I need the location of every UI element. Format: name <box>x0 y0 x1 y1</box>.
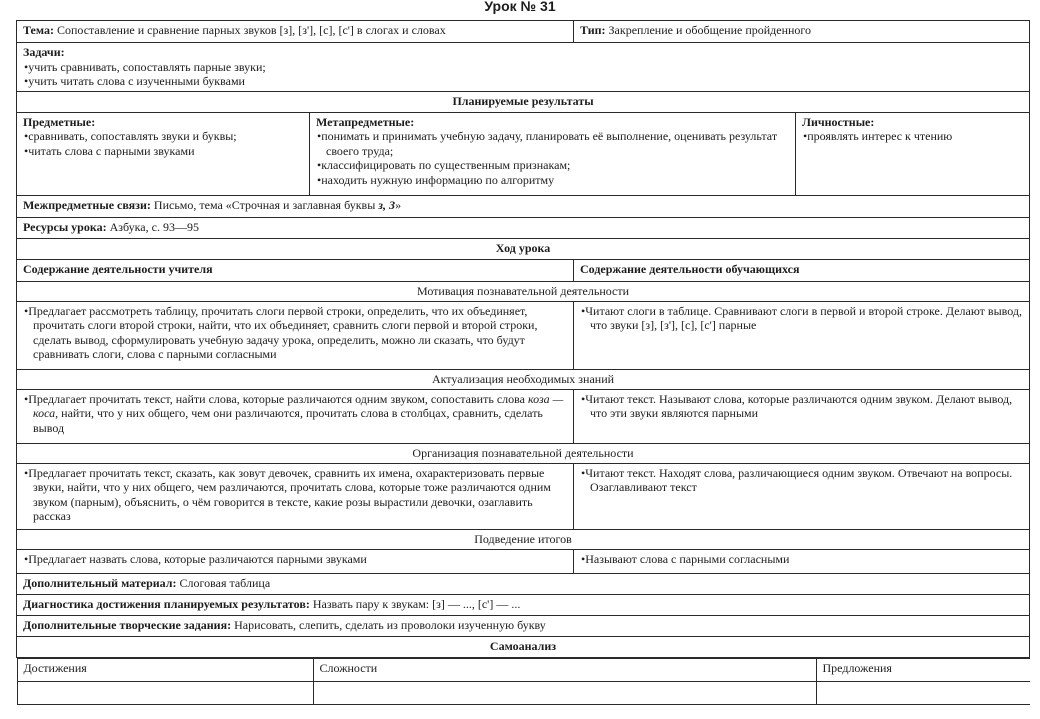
student-activity-text: • Читают текст. Называют слова, которые различаются одним звуком. Делают вывод, что эти звуки являются парными <box>580 392 1023 421</box>
difficulties-header: Сложности <box>313 658 816 681</box>
topic-label: Тема: <box>23 23 54 37</box>
subject-results-list <box>23 129 303 158</box>
topic-text: Сопоставление и сравнение парных звуков [з], [з'], [с], [с'] в слогах и словах <box>56 23 446 37</box>
creative-tasks-label: Дополнительные творческие задания: <box>23 617 232 632</box>
stage-title: Организация познавательной деятельности <box>17 443 1030 463</box>
self-analysis-empty-row <box>17 681 1030 704</box>
teacher-activity-cell <box>17 389 574 443</box>
stage-content-row <box>17 301 1030 369</box>
extra-material-row <box>17 573 1030 594</box>
planned-results-header-row <box>17 91 1030 112</box>
result-item: • читать слова с парными звуками <box>23 144 303 159</box>
activity-header-row <box>17 259 1030 281</box>
type-cell <box>574 21 1030 43</box>
personal-results-cell <box>796 112 1030 195</box>
tasks-cell <box>17 43 1030 92</box>
task-item: • учить читать слова с изученными буквами <box>23 74 1023 89</box>
creative-tasks-row <box>17 615 1030 636</box>
self-analysis-cell <box>17 657 1030 705</box>
difficulties-cell <box>313 681 816 704</box>
student-activity-text: • Читают слоги в таблице. Сравнивают слоги в первой и второй строке. Делают вывод, что звуки [з], [з'], [с], [с'] парные <box>580 304 1023 333</box>
student-activity-text: • Называют слова с парными согласными <box>580 552 1023 567</box>
type-label: Тип: <box>580 23 606 37</box>
suggestions-header: Предложения <box>816 658 1030 681</box>
stage-title-row <box>17 369 1030 389</box>
diagnostics-text: Назвать пару к звукам: [з] — ..., [с'] — ... <box>312 596 521 611</box>
planned-results-row <box>17 112 1030 195</box>
diagnostics-cell <box>17 594 1030 615</box>
teacher-activity-text: • Предлагает прочитать текст, сказать, как зовут девочек, сравнить их имена, охарактеризовать первые звуки, найти, что у них общего, чем различаются, прочитать слова, которые тоже различаются одним звуком (парным), объяснить, о чём говорится в тексте, какие розы вырастили девочки, озаглавить рассказ <box>23 466 567 524</box>
self-analysis-header-row <box>17 636 1030 657</box>
teacher-text-emphasis: коза — коса <box>33 391 564 420</box>
personal-results-label: Личностные: <box>802 114 875 129</box>
subject-results-cell <box>17 112 310 195</box>
diagnostics-label: Диагностика достижения планируемых результатов: <box>23 596 310 611</box>
achievements-cell <box>17 681 313 704</box>
result-item: • классифицировать по существенным признакам; <box>316 158 789 173</box>
creative-tasks-cell <box>17 615 1030 636</box>
student-activity-cell <box>574 389 1030 443</box>
extra-material-cell <box>17 573 1030 594</box>
self-analysis-row <box>17 657 1030 705</box>
teacher-activity-text: • Предлагает рассмотреть таблицу, прочитать слоги первой строки, определить, что их объединяет, прочитать слоги второй строки, найти, что их объединяет, сравнить слоги первой и второй строки, сделать вывод, сформулировать учебную задачу урока, определить, можно ли сказать, что будут сравнивать слоги, слова с парными согласными <box>23 304 567 362</box>
extra-material-text: Слоговая таблица <box>179 575 271 590</box>
stage-title: Подведение итогов <box>17 529 1030 549</box>
student-activity-cell <box>574 301 1030 369</box>
result-item: • сравнивать, сопоставлять звуки и буквы; <box>23 129 303 144</box>
result-item: • понимать и принимать учебную задачу, планировать её выполнение, оценивать результат своего труда; <box>316 129 789 158</box>
task-item: • учить сравнивать, сопоставлять парные звуки; <box>23 60 1023 75</box>
links-letters: з, З <box>378 197 396 212</box>
stage-title-row <box>17 529 1030 549</box>
links-cell <box>17 195 1030 217</box>
topic-row <box>17 21 1030 43</box>
stage-title-row <box>17 443 1030 463</box>
suggestions-cell <box>816 681 1030 704</box>
teacher-text-part: , найти, что у них общего, чем они различаются, прочитать слова в столбцах, сравнить, сделать вывод <box>33 406 543 435</box>
lesson-title: Урок № 31 <box>484 0 556 14</box>
teacher-activity-cell <box>17 463 574 529</box>
teacher-activity-text <box>23 392 567 436</box>
self-analysis-heading: Самоанализ <box>17 636 1030 657</box>
result-item: • находить нужную информацию по алгоритму <box>316 173 789 188</box>
stage-title-row <box>17 281 1030 301</box>
diagnostics-row <box>17 594 1030 615</box>
course-heading: Ход урока <box>17 238 1030 259</box>
stage-title: Актуализация необходимых знаний <box>17 369 1030 389</box>
resources-label: Ресурсы урока: <box>23 219 107 234</box>
tasks-label: Задачи: <box>23 45 65 59</box>
student-activity-header: Содержание деятельности обучающихся <box>574 259 1030 281</box>
teacher-activity-header: Содержание деятельности учителя <box>17 259 574 281</box>
stage-content-row <box>17 389 1030 443</box>
teacher-text-part: Предлагает прочитать текст, найти слова, которые различаются одним звуком, сопоставить слова <box>28 391 528 406</box>
meta-results-list <box>316 129 789 187</box>
result-item: • проявлять интерес к чтению <box>802 129 1023 144</box>
type-text: Закрепление и обобщение пройденного <box>608 23 812 37</box>
links-text: Письмо, тема «Строчная и заглавная буквы <box>153 197 379 212</box>
subject-results-label: Предметные: <box>23 114 96 129</box>
extra-material-label: Дополнительный материал: <box>23 575 177 590</box>
student-activity-text: • Читают текст. Находят слова, различающиеся одним звуком. Отвечают на вопросы. Озаглавливают текст <box>580 466 1023 495</box>
resources-row <box>17 217 1030 238</box>
links-label: Межпредметные связи: <box>23 197 151 212</box>
stage-title: Мотивация познавательной деятельности <box>17 281 1030 301</box>
stage-content-row <box>17 463 1030 529</box>
stage-content-row <box>17 549 1030 573</box>
resources-cell <box>17 217 1030 238</box>
links-row <box>17 195 1030 217</box>
creative-tasks-text: Нарисовать, слепить, сделать из проволоки изученную букву <box>234 617 546 632</box>
self-analysis-table <box>17 658 1030 705</box>
tasks-row <box>17 43 1030 92</box>
teacher-activity-cell <box>17 301 574 369</box>
student-activity-cell <box>574 549 1030 573</box>
meta-results-label: Метапредметные: <box>316 114 415 129</box>
resources-text: Азбука, с. 93—95 <box>109 219 199 234</box>
student-activity-cell <box>574 463 1030 529</box>
personal-results-list <box>802 129 1023 144</box>
tasks-list <box>23 60 1023 89</box>
topic-cell <box>17 21 574 43</box>
lesson-plan-table <box>16 20 1030 705</box>
meta-results-cell <box>310 112 796 195</box>
links-close: » <box>395 197 402 212</box>
course-header-row <box>17 238 1030 259</box>
self-analysis-columns-row <box>17 658 1030 681</box>
planned-results-heading: Планируемые результаты <box>17 91 1030 112</box>
teacher-activity-text: • Предлагает назвать слова, которые различаются парными звуками <box>23 552 567 567</box>
teacher-activity-cell <box>17 549 574 573</box>
achievements-header: Достижения <box>17 658 313 681</box>
